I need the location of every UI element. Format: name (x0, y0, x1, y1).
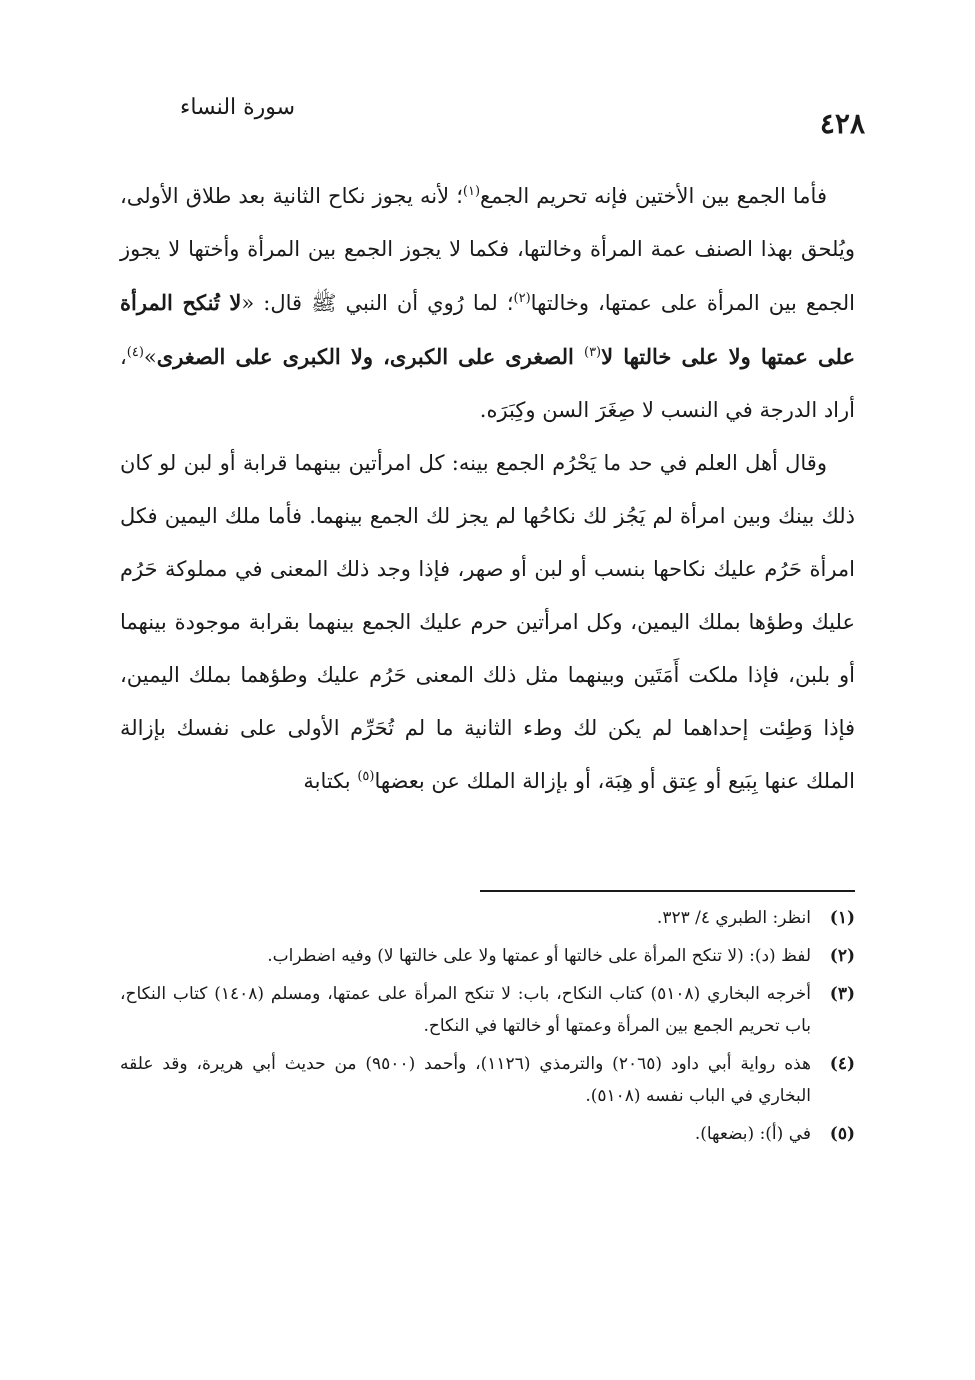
footnote-number: (١) (829, 908, 855, 928)
footnote-text: انظر: الطبري ٤/ ٣٢٣. (656, 908, 811, 928)
hadith-text-bold: لا تُنكح المرأة على عمتها ولا على خالتها لا (120, 290, 856, 369)
footnote-number: (٣) (829, 984, 855, 1004)
paragraph-1 (120, 170, 855, 437)
text-run: ، أراد الدرجة في النسب لا صِغَرَ السن وكِبَرَه. (120, 345, 855, 422)
footnote-ref-2: (٢) (513, 291, 531, 306)
footnotes (120, 902, 855, 1156)
footnote-ref-5: (٥) (357, 769, 375, 784)
main-text (120, 170, 855, 808)
footnote (120, 940, 855, 972)
text-run: ؛ لأنه يجوز نكاح الثانية بعد طلاق الأولى، ويُلحق بهذا الصنف عمة المرأة وخالتها، فكما لا يجوز الجمع بين المرأة وأختها لا يجوز الجمع بين المرأة على عمتها، وخالتها (120, 184, 856, 315)
footnote-ref-1: (١) (462, 184, 481, 199)
footnote (120, 1118, 855, 1150)
footnote-ref-4: (٤) (126, 345, 144, 360)
page-number: ٤٢٨ (819, 107, 865, 140)
footnote-text: في (أ): (بضعها). (694, 1124, 811, 1144)
footnote-text: لفظ (د): (لا تنكح المرأة على خالتها أو عمتها ولا على خالتها لا) وفيه اضطراب. (267, 946, 811, 966)
text-run: وقال أهل العلم في حد ما يَحْرُم الجمع بينه: كل امرأتين بينهما قرابة أو لبن لو كان ذلك بينك وبين امرأة لم يَجُز لك نكاحُها لم يجز لك الجمع بينهما. فأما ملك اليمين فكل امرأة حَرُم عليك نكاحها بنسب أو لبن أو صهر، فإذا وجد ذلك المعنى في مملوكة حَرُم عليك وطؤها بملك اليمين، وكل امرأتين حرم عليك الجمع بينهما بقرابة موجودة بينهما أو بلبن، فإذا ملكت أَمَتَين وبينهما مثل ذلك المعنى حَرُم عليك وطؤهما بملك اليمين، فإذا وَطِئت إحداهما لم يكن لك وطء الثانية ما لم تُحَرِّم الأولى على نفسك بإزالة الملك عنها بِبَيع أو عِتق أو هِبَة، أو بإزالة الملك عن بعضها (120, 451, 855, 793)
footnote (120, 978, 855, 1042)
hadith-text-bold: الصغرى على الكبرى، ولا الكبرى على الصغرى (156, 344, 584, 369)
paragraph-2 (120, 437, 855, 808)
page-header (110, 95, 865, 145)
text-run: فأما الجمع بين الأختين فإنه تحريم الجمع (480, 184, 827, 208)
surah-name: سورة النساء (180, 95, 296, 120)
text-run: » (143, 345, 157, 369)
footnote (120, 902, 855, 934)
footnote (120, 1048, 855, 1112)
text-run: ؛ لما رُوي أن النبي ﷺ قال: « (241, 291, 514, 315)
footnote-text: هذه رواية أبي داود (٢٠٦٥) والترمذي (١١٢٦)، وأحمد (٩٥٠٠) من حديث أبي هريرة، وقد علقه البخاري في الباب نفسه (٥١٠٨). (120, 1054, 811, 1106)
footnote-number: (٥) (829, 1124, 855, 1144)
footnote-number: (٤) (829, 1054, 855, 1074)
text-run: بكتابة (303, 769, 358, 793)
footnote-ref-3: (٣) (583, 345, 602, 360)
footnote-text: أخرجه البخاري (٥١٠٨) كتاب النكاح، باب: لا تنكح المرأة على عمتها، ومسلم (١٤٠٨) كتاب النكاح، باب تحريم الجمع بين المرأة وعمتها أو خالتها في النكاح. (120, 984, 811, 1036)
footnote-divider (480, 890, 855, 892)
footnote-number: (٢) (829, 946, 855, 966)
